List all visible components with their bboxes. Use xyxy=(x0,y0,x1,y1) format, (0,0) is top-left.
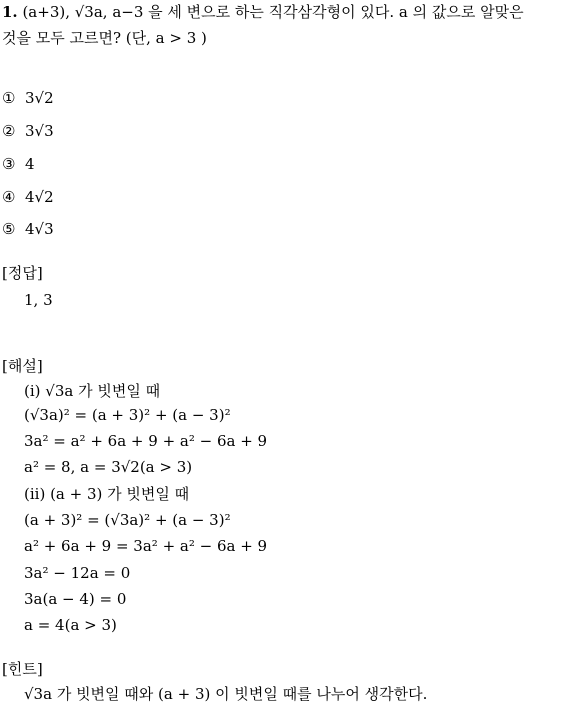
explanation-line: (a + 3)² = (√3a)² + (a − 3)² xyxy=(24,511,231,529)
question-text-1: (a+3), √3a, a−3 을 세 변으로 하는 직각삼각형이 있다. a 의 값으로 알맞은 xyxy=(22,3,524,21)
explanation-line: (i) √3a 가 빗변일 때 xyxy=(24,382,161,400)
option-marker: ② xyxy=(2,122,16,140)
option-value: 4√3 xyxy=(25,220,54,238)
explanation-label: [해설] xyxy=(2,357,43,375)
hint-label: [힌트] xyxy=(2,660,43,678)
option-value: 3√3 xyxy=(25,122,54,140)
option-5 xyxy=(2,219,54,239)
answer-value: 1, 3 xyxy=(24,291,53,309)
option-value: 4√2 xyxy=(25,188,54,206)
explanation-line: a = 4(a > 3) xyxy=(24,616,117,634)
option-marker: ④ xyxy=(2,188,16,206)
option-4 xyxy=(2,187,54,207)
question-line-1 xyxy=(2,2,524,22)
explanation-line: (ii) (a + 3) 가 빗변일 때 xyxy=(24,485,190,503)
explanation-line: 3a² = a² + 6a + 9 + a² − 6a + 9 xyxy=(24,432,268,450)
option-value: 4 xyxy=(25,155,35,173)
option-2 xyxy=(2,121,54,141)
explanation-line: a² + 6a + 9 = 3a² + a² − 6a + 9 xyxy=(24,537,268,555)
question-number: 1. xyxy=(2,3,18,21)
question-line-2: 것을 모두 고르면? (단, a > 3 ) xyxy=(2,29,207,47)
option-marker: ⑤ xyxy=(2,220,16,238)
option-value: 3√2 xyxy=(25,89,54,107)
option-1 xyxy=(2,88,54,108)
explanation-line: 3a(a − 4) = 0 xyxy=(24,590,127,608)
option-marker: ① xyxy=(2,89,16,107)
hint-text: √3a 가 빗변일 때와 (a + 3) 이 빗변일 때를 나누어 생각한다. xyxy=(24,685,428,703)
option-marker: ③ xyxy=(2,155,16,173)
explanation-line: 3a² − 12a = 0 xyxy=(24,564,131,582)
answer-label: [정답] xyxy=(2,264,43,282)
explanation-line: (√3a)² = (a + 3)² + (a − 3)² xyxy=(24,406,231,424)
option-3 xyxy=(2,154,35,174)
explanation-line: a² = 8, a = 3√2(a > 3) xyxy=(24,458,193,476)
